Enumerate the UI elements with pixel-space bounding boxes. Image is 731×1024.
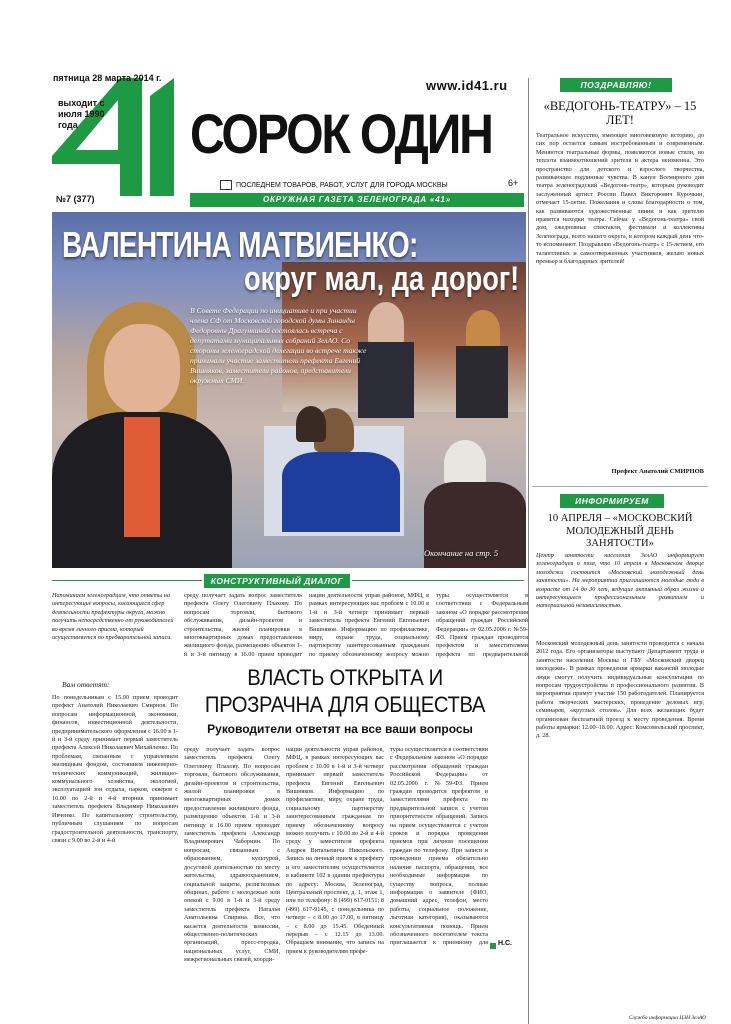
lead-subheadline: округ мал, да дорог! bbox=[244, 260, 520, 298]
article-signature: Н.С. bbox=[498, 940, 512, 947]
info-signature: Служба информации ЦЗН ЗелАО bbox=[628, 1015, 706, 1021]
article-subheadline: Руководители ответят на все ваши вопросы bbox=[207, 722, 473, 736]
info-text: Московский молодежный день занятости проводится с начала 2012 года. Его организаторы выступают Департамент труда и занятости населения Москвы и ГБУ «Московский дворец молодежи». В рамках проведения ярмарки вакансий молодые люди смогут получить индивидуальные консультации по вопросам трудоустройства и профессионального развития. В мероприятии примут участие 150 работодателей. Планируется работа творческих мастерских, проведение деловых игр, семинаров, «круглых столов». Для всех желающих будет организован бесплатный проезд к месту проведения. Время работы ярмарки: 12.00–18.00. Адрес: Комсомольский проспект, д. 28. bbox=[536, 640, 704, 740]
section-rule-right bbox=[352, 580, 524, 581]
article-col-4-top: туры осуществляется в соответствии с Федеральным законом «О порядке рассмотрения обращений граждан Российской Федерации» от 02.05.2006 г. №59-ФЗ. Прием граждан проводится префектом и заместителями префекта по предварительной bbox=[436, 592, 528, 658]
section-rule bbox=[52, 580, 202, 581]
answer-label: Вам ответят: bbox=[62, 681, 110, 689]
speaker-blouse bbox=[124, 417, 160, 537]
article-col-2-top: среду получает задать вопрос заместитель префекта Олегу Олеговичу Плахову. По вопросам торговли, бытового обслуживания, дизайн-проектов и строительства, жилой планировки в многоквартирных домах предоставления жилищного фонда, размещению объектов 1-й и 3-й пятницу в 16.00 прием проводит bbox=[184, 592, 302, 658]
website-link[interactable]: www.id41.ru bbox=[426, 78, 508, 93]
article-col-4: туры осуществляется в соответствии с Федеральным законом «О порядке рассмотрения обращений граждан Российской Федерации» от 02.05.2006 г. №59-ФЗ. Прием граждан проводится префектом и заместителями префекта по предварительной записи с учетом приоритетности обращений. Запись на прием осуществляется с учетом сроков и порядка проведения приемов при личном посещении граждан по телефону. При записи и проведении приема обязательно наличие паспорта, обращения, все необходимые информация по существу вопроса, полные информация о заявителе (ФИО, домашний адрес, телефон, место работы, социальное положение, льготная категория), оказываются консультативная помощь. Прием обозначенного посетителем текста приглашается к приемному для bbox=[390, 746, 488, 946]
issue-number: №7 (377) bbox=[56, 194, 95, 204]
tagline: ПОСЛЕДНЕМ ТОВАРОВ, РАБОТ, УСЛУГ ДЛЯ ГОРОДА МОСКВЫ bbox=[236, 182, 448, 189]
attendee-blue-suit bbox=[282, 452, 400, 532]
end-mark-icon bbox=[490, 943, 496, 949]
lead-intro: В Совете Федерации по инициативе и при участии члена СФ от Московской городской думы Зинаиды Федоровны Драгункиной состоялась встреча с депутатами муниципальных собраний ЗелАО. Со стороны зеленоградской делегации во встрече также принимали участие заместитель префекта Евгений Вишняков, заместители районов, представители окружных СМИ. bbox=[190, 306, 367, 385]
article-col-3-top: нации деятельности управ районов, МФЦ, в рамках интересующих вас проблем с 10.00 в 1-й и 3-й четверг принимает первый заместитель префекта Евгений Евгеньевич Вишняков. Информацию по профилактике, миру, охране труда, социальному партнерству заинтересованным гражданам по приему обозначенному вопросу можно bbox=[309, 592, 429, 658]
published-since: выходит с июля 1990 года bbox=[58, 98, 105, 130]
section-label: КОНСТРУКТИВНЫЙ ДИАЛОГ bbox=[204, 574, 350, 588]
congrats-title: «ВЕДОГОНЬ-ТЕАТРУ» – 15 ЛЕТ! bbox=[543, 99, 697, 127]
congrats-signature: Префект Анатолий СМИРНОВ bbox=[611, 468, 704, 475]
article-col-1: По понедельникам с 15.00 прием проводит префект Анатолий Николаевич Смирнов. По вопросам информационной, экономики, финансов, инвестиционной деятельности, предпринимательского оформления с 16.00 в 1-й и 3-й среду принимает первый заместитель префекта Алексей Николаевич Михайленко. По проблемам, связанным с управлением жилищным фондом, состоянием инженерно-технических коммуникаций, жилищно-коммунального хозяйства, экологией, эксплуатацией зон отдыха, парков, скверов с 10.00 по 2-й и 4-й вторник принимает заместитель префекта Владимир Николаевич Ивченко. По капитальному строительству, публичным слушаниям по вопросам градостроительной деятельности, транспорту, связи с 9.00 во 2-й и 4-й bbox=[52, 694, 178, 844]
newspaper-title: СОРОК ОДИН bbox=[190, 102, 492, 165]
shopping-cart-icon bbox=[220, 180, 232, 190]
issue-date: пятница 28 марта 2014 г. bbox=[53, 73, 162, 83]
man-head bbox=[368, 302, 404, 346]
logo-41 bbox=[52, 78, 192, 196]
article-headline: ВЛАСТЬ ОТКРЫТА И ПРОЗРАЧНА ДЛЯ ОБЩЕСТВА bbox=[204, 665, 486, 717]
attendee3-hair bbox=[444, 440, 486, 486]
congrats-text: Театральное искусство, имеющее многовековую историю, до сих пор остается самым востребованным и современным. Меняются театральные формы, появляются новые стили, но теплота взаимоотношений зрителя и актера неизменна. Это пространство для детского и взрослого творчества, развивающее подлинные чувства. В канун Всемирного дня театра зеленоградский «Ведогонь-театр», которым руководит заслуженный артист России Павел Викторович Курочкин, отмечает 15-летие. Пожелания и слова благодарности о том, как развиваются художественные линии и как зрителю нравятся находки театра. Сейчас у «Ведогонь-театра» свой дом, ежедневные спектакли, фестивали и коллективы Зеленограда, всего нашего округа, в котором каждый день что-то вспоминают. Поздравляю «Ведогонь-театр» с 15-летием, его талантливых и самоотверженных участников, желаю новых премьер и благодарных зрителей! bbox=[536, 132, 704, 266]
attendee2-head bbox=[296, 406, 326, 442]
age-rating: 6+ bbox=[508, 178, 519, 188]
continued-link[interactable]: Окончание на стр. 5 bbox=[424, 548, 499, 558]
sidebar-divider bbox=[532, 486, 708, 487]
lead-headline: ВАЛЕНТИНА МАТВИЕНКО: bbox=[62, 224, 418, 265]
info-label: ИНФОРМИРУЕМ bbox=[560, 494, 664, 508]
article-col-3: нации деятельности управ районов, МФЦ, в рамках интересующих вас проблем с 10.00 в 1-й и 3-й четверг принимает первый заместитель префекта Евгений Евгеньевич Вишняков. Информацию по профилактике, миру, охране труда, социальному партнерству заинтересованным гражданам по приему обозначенному вопросу можно получить с 10.00 во 2-й и 4-й среду у заместителя префекта Андрея Витальевича Никольского. Запись на личный прием к префекту и его заместителям осуществляется в кабинете 102 в здании префектуры по адресу: Москва, Зеленоград, Центральный проспект, д. 1, этаж 1, или по телефону: 8 (499) 617-0151; 8 (499) 617-9145, с понедельника по четверг – с 8.00 до 17.00, в пятницу – с 8.00 до 15.45. Обеденный перерыв – с 12.15 до 13.00. Обращаем внимание, что запись на прием к руководителям префе- bbox=[286, 746, 384, 955]
article-intro: Напоминаем зеленоградцам, что ответы на интересующие вопросы, касающиеся сфер деятельности префектуры округа, можно получить непосредственно от руководителей во время личного приема, который осуществляется по предварительной записи. bbox=[52, 592, 174, 642]
info-lead: Центр занятости населения ЗелАО информирует зеленоградцев о том, что 10 апреля в Московском дворце молодежи состоится «Московский молодежный день занятости». На мероприятии приглашаются молодые люди в возрасте от 14 до 30 лет, ведущие активный образ жизни и интересующиеся профессиональным развитием и материальной независимостью. bbox=[536, 552, 704, 610]
woman-head bbox=[466, 310, 500, 350]
article-col-2: среду получает задать вопрос заместитель префекта Олегу Олеговичу Плахову. По вопросам торговли, бытового обслуживания, дизайн-проектов и строительства, жилой планировки в многоквартирных домах предоставления жилищного фонда, размещению объектов 1-й и 3-й пятницу в 16.00 прием проводит заместитель префекта Александр Владимирович Чаборнин. По вопросам, связанным с образованием, культурой, досуговой деятельностью по месту жительства, здравоохранением, социальной защиты, религиозных общинах, работе с молодежью или опекой с 9.00 в 1-й и 3-й среду заместитель префекта Наталья Анатольевна Спирина. Все, что касается деятельности комиссии, общественно-политических организаций, пресс-городка, национальных услуг, СМИ, межрегиональных связей, коорди- bbox=[184, 746, 280, 964]
info-title: 10 АПРЕЛЯ – «МОСКОВСКИЙ МОЛОДЕЖНЫЙ ДЕНЬ ЗАНЯТОСТИ» bbox=[547, 513, 693, 549]
column-divider bbox=[528, 78, 529, 1024]
masthead-stripe: ОКРУЖНАЯ ГАЗЕТА ЗЕЛЕНОГРАДА «41» bbox=[190, 193, 524, 207]
congrats-label: ПОЗДРАВЛЯЮ! bbox=[560, 78, 672, 92]
speaker-face bbox=[104, 324, 180, 414]
woman-suit bbox=[456, 346, 508, 418]
